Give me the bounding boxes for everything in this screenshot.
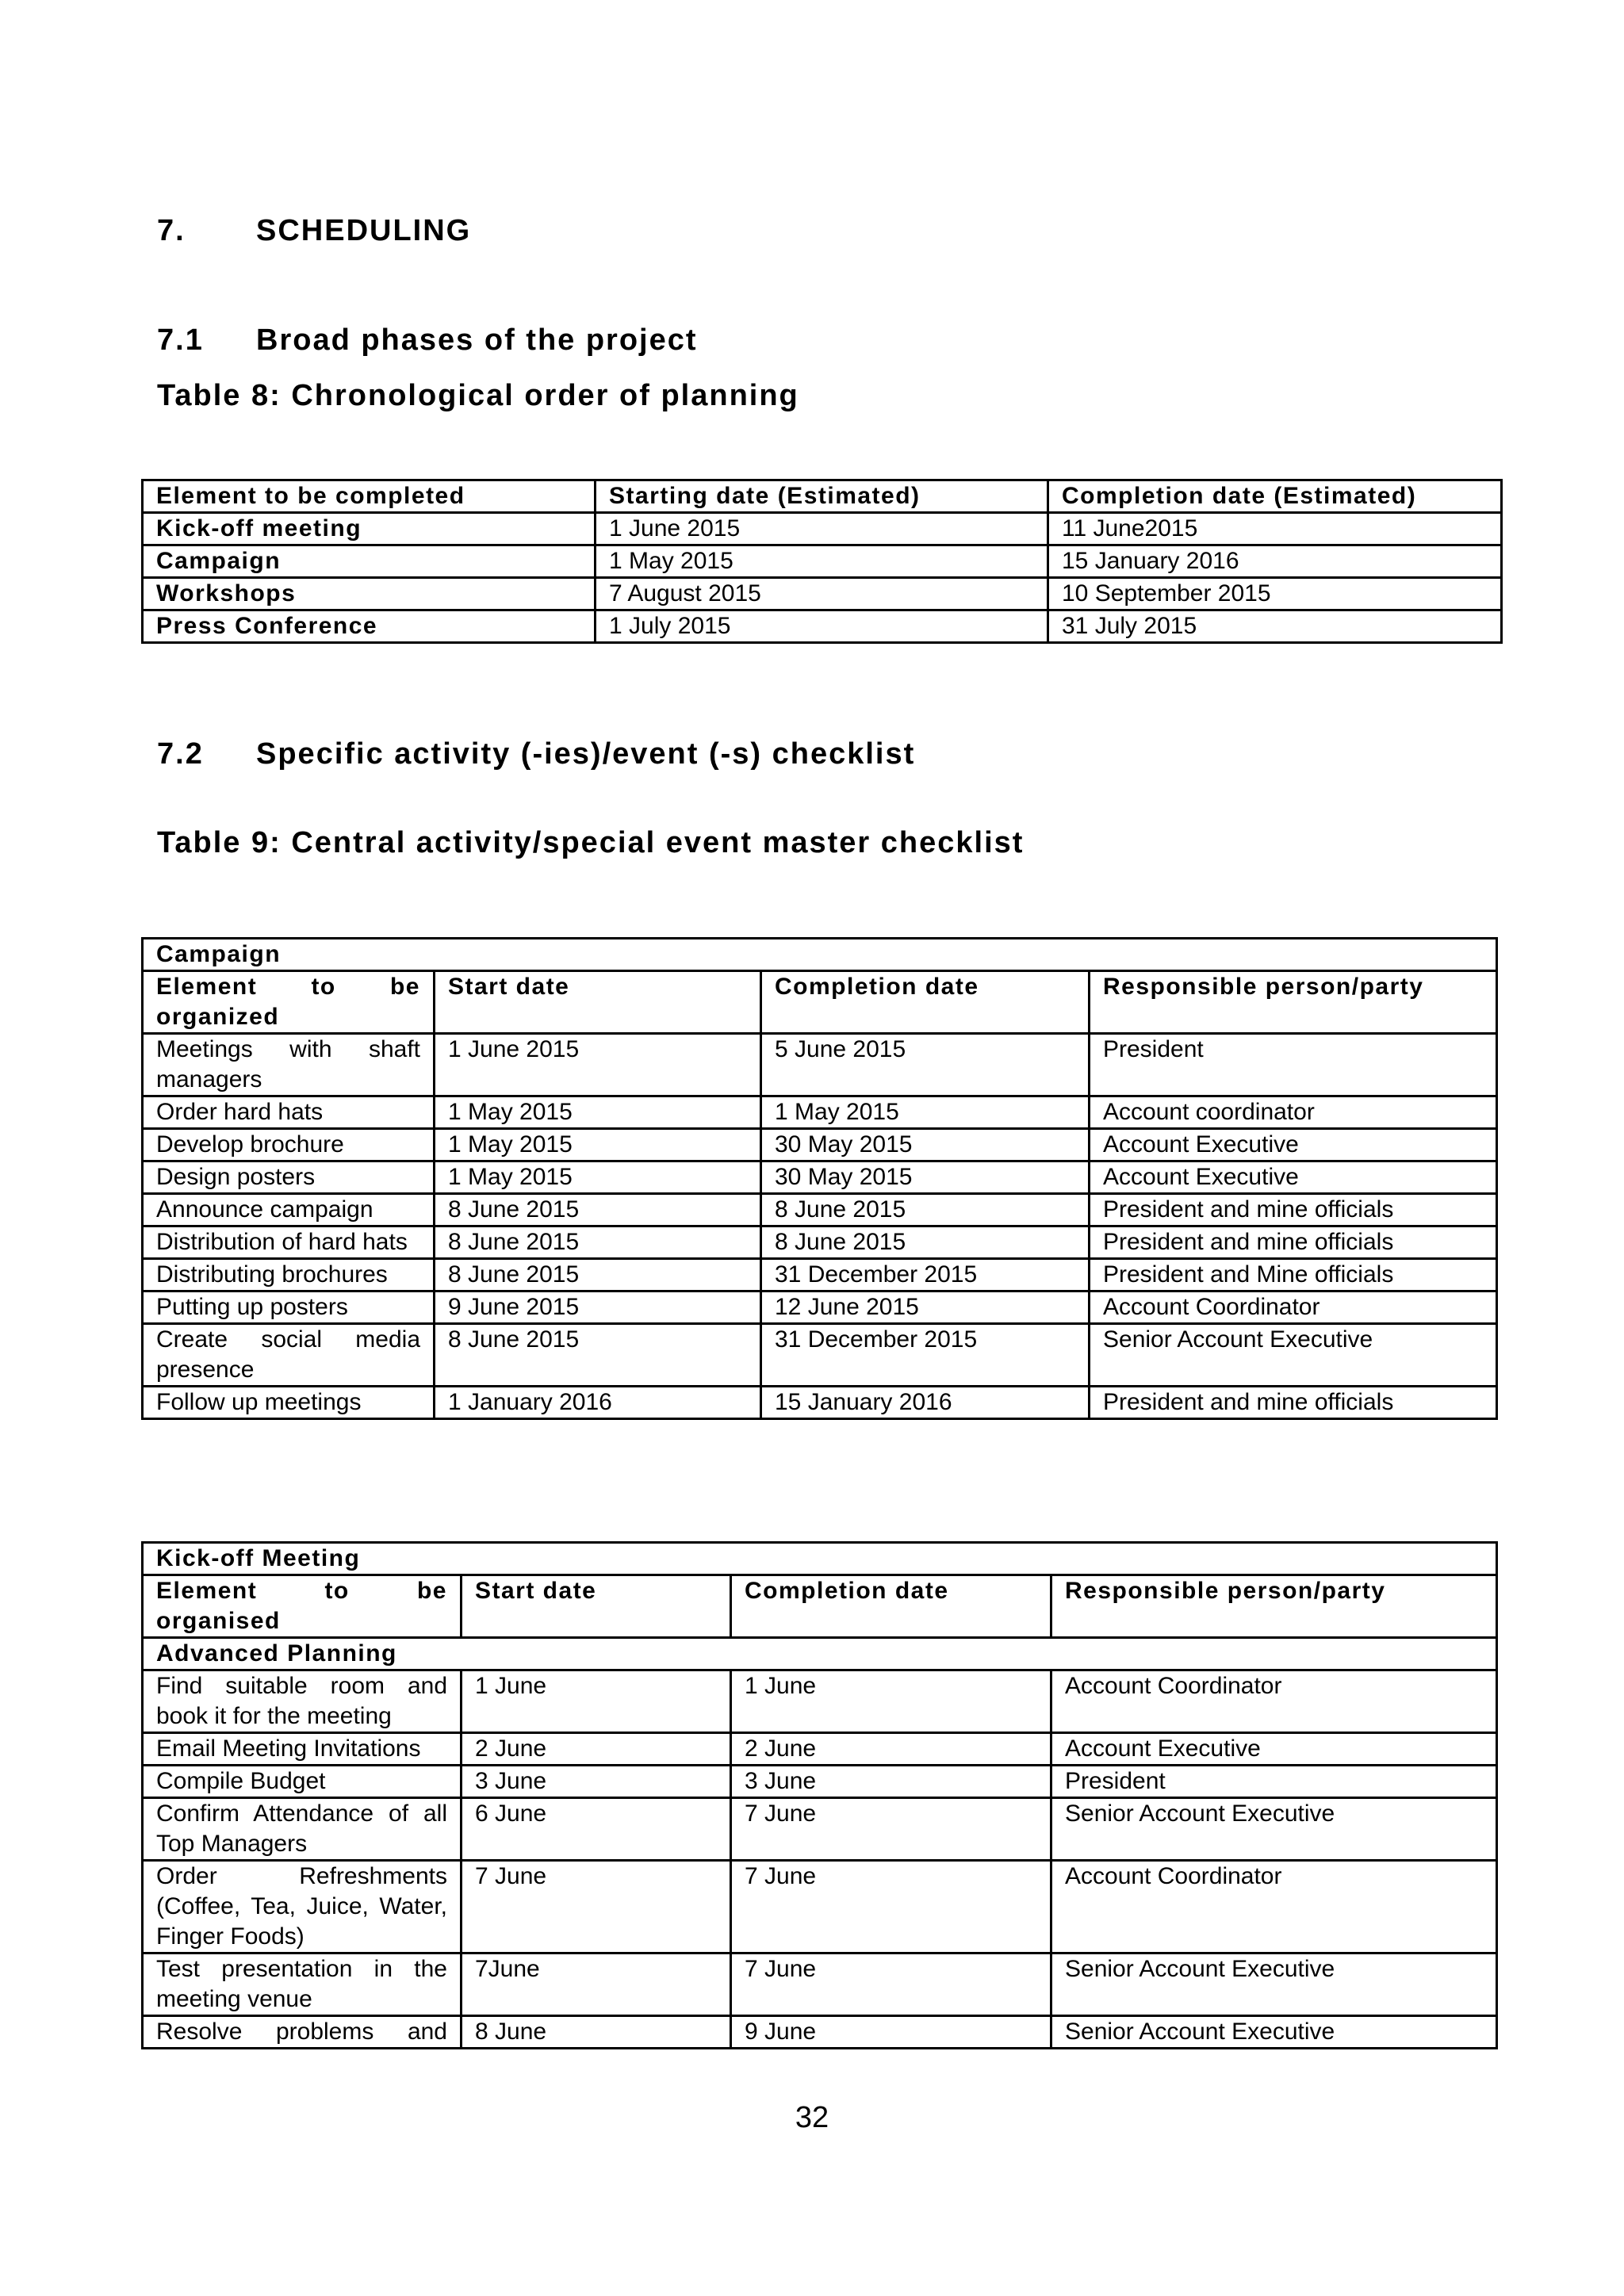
table-cell: 12 June 2015	[761, 1292, 1090, 1324]
table-cell: 7 June	[731, 1954, 1051, 2016]
table-header-cell: Element to be organized	[143, 971, 435, 1034]
kickoff-table-title: Kick-off Meeting	[143, 1543, 1497, 1575]
table-8-header-cell: Element to be completed	[143, 480, 596, 513]
table-row	[143, 1161, 1497, 1194]
table-cell: 6 June	[462, 1798, 731, 1861]
table-cell: President and mine officials	[1090, 1194, 1497, 1226]
campaign-table-title: Campaign	[143, 939, 1497, 971]
table-cell: 10 September 2015	[1048, 578, 1502, 610]
table-cell: 31 December 2015	[761, 1259, 1090, 1292]
table-cell: 11 June2015	[1048, 513, 1502, 545]
table-cell: 1 June	[731, 1670, 1051, 1733]
table-cell: 30 May 2015	[761, 1161, 1090, 1194]
table-cell: 8 June 2015	[435, 1259, 761, 1292]
table-row	[143, 610, 1502, 643]
table-cell: 9 June 2015	[435, 1292, 761, 1324]
table-row	[143, 578, 1502, 610]
table-cell: Resolve problems and	[143, 2016, 462, 2049]
table-cell: Order Refreshments (Coffee, Tea, Juice, Water, Finger Foods)	[143, 1861, 462, 1954]
campaign-title-row	[143, 939, 1497, 971]
table-cell: 7 August 2015	[596, 578, 1048, 610]
table-cell: 7 June	[462, 1861, 731, 1954]
table-cell: 9 June	[731, 2016, 1051, 2049]
campaign-table	[141, 937, 1498, 1420]
table-row	[143, 1259, 1497, 1292]
table-cell: Compile Budget	[143, 1766, 462, 1798]
table-cell: Workshops	[143, 578, 596, 610]
table-cell: 7 June	[731, 1861, 1051, 1954]
campaign-header-row	[143, 971, 1497, 1034]
subsection-number: 7.1	[157, 323, 204, 357]
table-row	[143, 1096, 1497, 1129]
table-cell: 1 May 2015	[596, 545, 1048, 578]
table-cell: Develop brochure	[143, 1129, 435, 1161]
table-cell: President	[1090, 1034, 1497, 1096]
table-8-header-row	[143, 480, 1502, 513]
table-cell: Announce campaign	[143, 1194, 435, 1226]
table-header-cell: Responsible person/party	[1051, 1575, 1497, 1638]
table-cell: 1 July 2015	[596, 610, 1048, 643]
table-8-header-cell: Starting date (Estimated)	[596, 480, 1048, 513]
table-row	[143, 1194, 1497, 1226]
table-cell: 1 June	[462, 1670, 731, 1733]
section-title: SCHEDULING	[256, 214, 472, 247]
table-cell: 8 June 2015	[435, 1226, 761, 1259]
table-cell: Account Coordinator	[1051, 1861, 1497, 1954]
subsection-title: Specific activity (-ies)/event (-s) checklist	[256, 737, 916, 771]
table-header-cell: Start date	[462, 1575, 731, 1638]
table-cell: 1 May 2015	[435, 1096, 761, 1129]
table-cell: Email Meeting Invitations	[143, 1733, 462, 1766]
table-cell: 3 June	[462, 1766, 731, 1798]
table-row	[143, 1324, 1497, 1387]
table-cell: 5 June 2015	[761, 1034, 1090, 1096]
table-cell: Confirm Attendance of all Top Managers	[143, 1798, 462, 1861]
table-cell: 2 June	[462, 1733, 731, 1766]
table-row	[143, 1954, 1497, 2016]
table-cell: 8 June 2015	[761, 1226, 1090, 1259]
table-cell: 8 June 2015	[435, 1324, 761, 1387]
table-row	[143, 1733, 1497, 1766]
table-row	[143, 1670, 1497, 1733]
table-cell: 7 June	[731, 1798, 1051, 1861]
table-row	[143, 2016, 1497, 2049]
table-cell: Distributing brochures	[143, 1259, 435, 1292]
table-row	[143, 1034, 1497, 1096]
table-cell: 3 June	[731, 1766, 1051, 1798]
table-8-caption: Table 8: Chronological order of planning	[157, 379, 799, 412]
kickoff-subheader-row	[143, 1638, 1497, 1670]
kickoff-table	[141, 1541, 1498, 2049]
table-cell: Kick-off meeting	[143, 513, 596, 545]
table-cell: Senior Account Executive	[1051, 1798, 1497, 1861]
table-cell: 1 June 2015	[596, 513, 1048, 545]
table-row	[143, 1129, 1497, 1161]
kickoff-title-row	[143, 1543, 1497, 1575]
table-cell: 15 January 2016	[761, 1387, 1090, 1419]
table-cell: Account coordinator	[1090, 1096, 1497, 1129]
table-8-header-cell: Completion date (Estimated)	[1048, 480, 1502, 513]
table-header-cell: Completion date	[731, 1575, 1051, 1638]
table-header-cell: Start date	[435, 971, 761, 1034]
table-cell: 15 January 2016	[1048, 545, 1502, 578]
kickoff-subheader: Advanced Planning	[143, 1638, 1497, 1670]
subsection-heading-7-2	[157, 737, 915, 771]
table-cell: Press Conference	[143, 610, 596, 643]
table-cell: Account Coordinator	[1090, 1292, 1497, 1324]
section-heading	[157, 214, 471, 248]
table-row	[143, 1387, 1497, 1419]
table-header-cell: Responsible person/party	[1090, 971, 1497, 1034]
table-cell: 8 June 2015	[761, 1194, 1090, 1226]
table-cell: 2 June	[731, 1733, 1051, 1766]
table-cell: Follow up meetings	[143, 1387, 435, 1419]
table-cell: 8 June 2015	[435, 1194, 761, 1226]
table-cell: 31 July 2015	[1048, 610, 1502, 643]
table-row	[143, 513, 1502, 545]
table-cell: President and Mine officials	[1090, 1259, 1497, 1292]
table-cell: Account Coordinator	[1051, 1670, 1497, 1733]
table-cell: President and mine officials	[1090, 1387, 1497, 1419]
table-cell: 31 December 2015	[761, 1324, 1090, 1387]
table-cell: 1 May 2015	[435, 1161, 761, 1194]
table-row	[143, 1798, 1497, 1861]
table-cell: Senior Account Executive	[1090, 1324, 1497, 1387]
table-cell: Account Executive	[1090, 1161, 1497, 1194]
table-cell: Putting up posters	[143, 1292, 435, 1324]
table-cell: 1 May 2015	[435, 1129, 761, 1161]
table-cell: Senior Account Executive	[1051, 1954, 1497, 2016]
table-row	[143, 1292, 1497, 1324]
table-cell: Design posters	[143, 1161, 435, 1194]
subsection-heading-7-1	[157, 323, 698, 358]
table-cell: 1 January 2016	[435, 1387, 761, 1419]
table-cell: 8 June	[462, 2016, 731, 2049]
table-header-cell: Element to be organised	[143, 1575, 462, 1638]
table-cell: 7June	[462, 1954, 731, 2016]
table-cell: Senior Account Executive	[1051, 2016, 1497, 2049]
table-row	[143, 545, 1502, 578]
table-8	[141, 479, 1503, 644]
section-number: 7.	[157, 214, 186, 247]
kickoff-header-row	[143, 1575, 1497, 1638]
subsection-number: 7.2	[157, 737, 204, 771]
table-cell: 30 May 2015	[761, 1129, 1090, 1161]
table-9-caption: Table 9: Central activity/special event master checklist	[157, 826, 1025, 859]
table-cell: President	[1051, 1766, 1497, 1798]
table-cell: Account Executive	[1090, 1129, 1497, 1161]
table-cell: Test presentation in the meeting venue	[143, 1954, 462, 2016]
table-row	[143, 1226, 1497, 1259]
page-number: 32	[795, 2101, 829, 2134]
subsection-title: Broad phases of the project	[256, 323, 698, 357]
table-cell: 1 May 2015	[761, 1096, 1090, 1129]
table-cell: Account Executive	[1051, 1733, 1497, 1766]
table-cell: President and mine officials	[1090, 1226, 1497, 1259]
table-header-cell: Completion date	[761, 971, 1090, 1034]
table-cell: Create social media presence	[143, 1324, 435, 1387]
table-cell: 1 June 2015	[435, 1034, 761, 1096]
table-row	[143, 1861, 1497, 1954]
table-cell: Order hard hats	[143, 1096, 435, 1129]
table-cell: Campaign	[143, 545, 596, 578]
table-cell: Distribution of hard hats	[143, 1226, 435, 1259]
table-row	[143, 1766, 1497, 1798]
table-cell: Meetings with shaft managers	[143, 1034, 435, 1096]
table-cell: Find suitable room and book it for the meeting	[143, 1670, 462, 1733]
